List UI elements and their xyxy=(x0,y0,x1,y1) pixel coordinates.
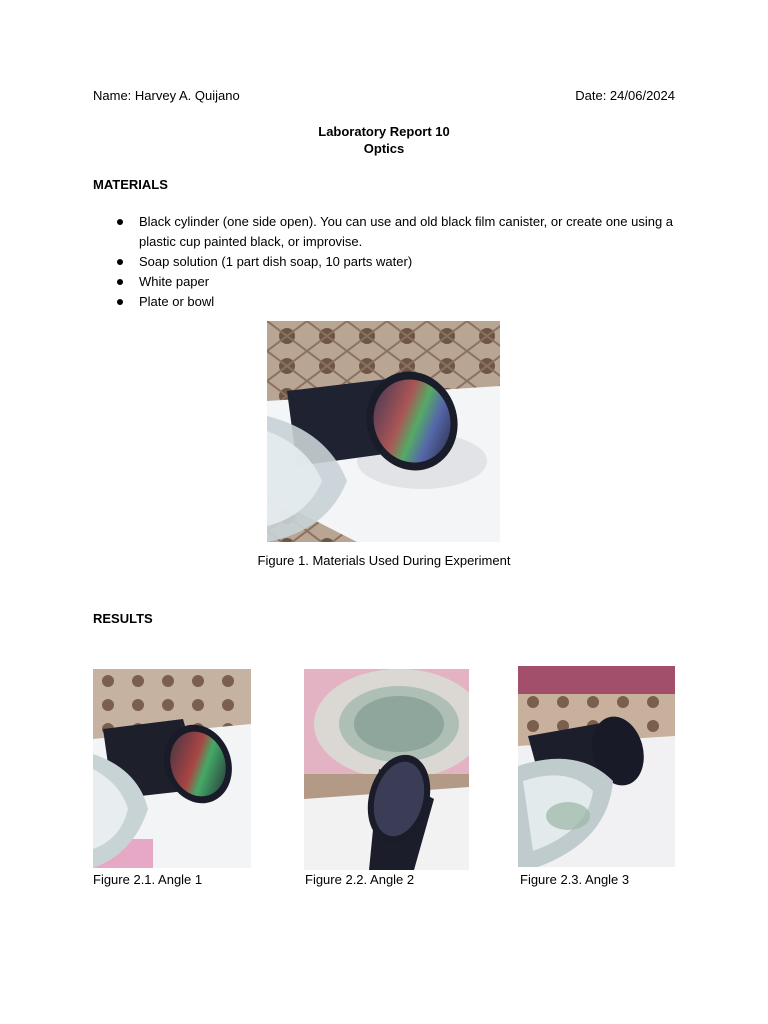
figure2-1-photo xyxy=(93,669,251,868)
report-subtitle: Optics xyxy=(363,141,405,156)
figure2-2-caption: Figure 2.2. Angle 2 xyxy=(305,872,415,887)
materials-item: Black cylinder (one side open). You can use and old black film canister, or create one using a plastic cup painted black, or improvise. xyxy=(93,212,693,251)
figure2-2-photo xyxy=(304,669,469,870)
report-date: Date: 24/06/2024 xyxy=(575,88,675,103)
materials-list xyxy=(93,212,693,312)
figure2-3-photo xyxy=(518,666,675,867)
materials-item: Soap solution (1 part dish soap, 10 parts water) xyxy=(93,252,693,272)
figure1-photo xyxy=(267,321,500,542)
materials-heading: MATERIALS xyxy=(93,177,168,192)
figure2-1-caption: Figure 2.1. Angle 1 xyxy=(93,872,203,887)
materials-item: Plate or bowl xyxy=(93,292,693,312)
figure2-3-caption: Figure 2.3. Angle 3 xyxy=(520,872,630,887)
figure1-caption: Figure 1. Materials Used During Experiment xyxy=(257,553,511,568)
student-name: Name: Harvey A. Quijano xyxy=(93,88,240,103)
results-heading: RESULTS xyxy=(93,611,153,626)
materials-item: White paper xyxy=(93,272,693,292)
report-title: Laboratory Report 10 xyxy=(318,124,450,139)
